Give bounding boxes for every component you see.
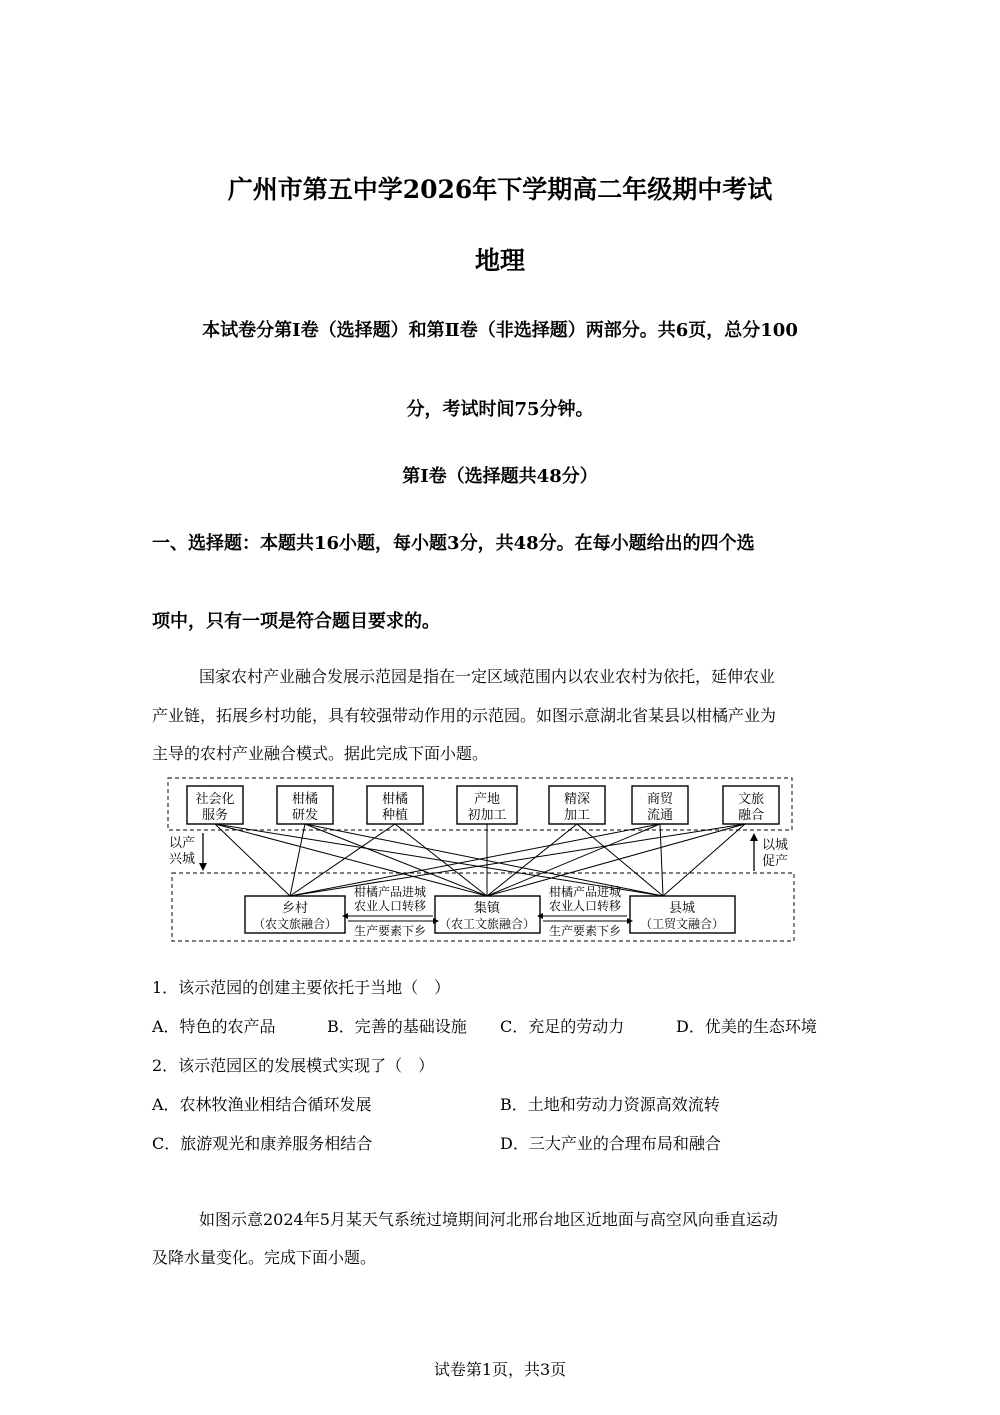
double-arrow-icon-left xyxy=(342,913,439,924)
left-label-line1: 以产 xyxy=(169,836,196,851)
flow-left-top1: 柑橘产品进城 xyxy=(353,885,427,899)
connector-lines xyxy=(215,824,745,896)
material1-line1: 国家农村产业融合发展示范园是指在一定区域范围内以农业农村为依托，延伸农业 xyxy=(199,667,776,686)
bottom-box-county xyxy=(630,896,735,933)
bottom-box-town xyxy=(435,896,540,933)
top-box-4-line1: 产地 xyxy=(473,792,501,807)
top-box-3-line1: 柑橘 xyxy=(381,792,409,807)
top-box-3-line2: 种植 xyxy=(381,808,409,823)
top-box-7 xyxy=(723,786,779,824)
section-heading-line1: 一、选择题：本题共16小题，每小题3分，共48分。在每小题给出的四个选 xyxy=(152,533,755,554)
village-desc: （农文旅融合） xyxy=(252,917,338,931)
material2-line1: 如图示意2024年5月某天气系统过境期间河北邢台地区近地面与高空风向垂直运动 xyxy=(199,1210,778,1229)
q2-stem: 2．该示范园区的发展模式实现了（ ） xyxy=(152,1056,435,1075)
exam-subject: 地理 xyxy=(474,246,525,275)
bottom-box-village xyxy=(245,896,345,933)
top-box-2 xyxy=(277,786,333,824)
volume-heading: 第Ⅰ卷（选择题共48分） xyxy=(402,466,598,487)
exam-intro-line1: 本试卷分第Ⅰ卷（选择题）和第Ⅱ卷（非选择题）两部分。共6页，总分100 xyxy=(202,320,798,341)
industry-fusion-diagram xyxy=(165,775,797,945)
top-box-1-line1: 社会化 xyxy=(195,792,235,807)
top-box-7-line1: 文旅 xyxy=(737,792,765,807)
q1-option-b[interactable]: B．完善的基础设施 xyxy=(327,1017,467,1036)
q1-stem: 1．该示范园的创建主要依托于当地（ ） xyxy=(152,978,451,997)
exam-title: 广州市第五中学2026年下学期高二年级期中考试 xyxy=(227,175,773,204)
q1-option-a[interactable]: A．特色的农产品 xyxy=(152,1017,276,1036)
town-name: 集镇 xyxy=(473,901,501,916)
flow-right-bottom: 生产要素下乡 xyxy=(548,924,622,938)
material2-line2: 及降水量变化。完成下面小题。 xyxy=(152,1248,377,1267)
flow-right-top1: 柑橘产品进城 xyxy=(548,885,622,899)
material1-line2: 产业链，拓展乡村功能，具有较强带动作用的示范园。如图示意湖北省某县以柑橘产业为 xyxy=(152,706,777,725)
q1-option-c[interactable]: C．充足的劳动力 xyxy=(500,1017,625,1036)
flow-right-top2: 农业人口转移 xyxy=(548,899,622,913)
top-box-2-line1: 柑橘 xyxy=(291,792,319,807)
up-arrow-icon xyxy=(750,833,758,871)
top-box-6-line1: 商贸 xyxy=(646,792,674,807)
right-label-line1: 以城 xyxy=(762,838,789,853)
q2-option-d[interactable]: D．三大产业的合理布局和融合 xyxy=(500,1134,721,1153)
q1-option-d[interactable]: D．优美的生态环境 xyxy=(676,1017,817,1036)
q2-option-b[interactable]: B．土地和劳动力资源高效流转 xyxy=(500,1095,720,1114)
page-footer: 试卷第1页，共3页 xyxy=(433,1360,567,1379)
top-box-2-line2: 研发 xyxy=(291,808,319,823)
top-box-1 xyxy=(187,786,243,824)
county-desc: （工贸文融合） xyxy=(639,917,725,931)
top-box-1-line2: 服务 xyxy=(201,808,229,823)
q2-option-c[interactable]: C．旅游观光和康养服务相结合 xyxy=(152,1134,373,1153)
county-name: 县城 xyxy=(668,901,696,916)
flow-left-top2: 农业人口转移 xyxy=(353,899,427,913)
top-box-6-line2: 流通 xyxy=(646,808,674,823)
top-box-7-line2: 融合 xyxy=(737,808,765,823)
town-desc: （农工文旅融合） xyxy=(438,917,536,931)
left-label-line2: 兴城 xyxy=(169,852,196,867)
top-box-6 xyxy=(632,786,688,824)
top-box-5-line1: 精深 xyxy=(563,792,591,807)
flow-left-bottom: 生产要素下乡 xyxy=(353,924,427,938)
top-box-4 xyxy=(457,786,517,824)
top-box-5-line2: 加工 xyxy=(563,808,591,823)
section-heading-line2: 项中，只有一项是符合题目要求的。 xyxy=(152,611,440,632)
q2-option-a[interactable]: A．农林牧渔业相结合循环发展 xyxy=(152,1095,372,1114)
material1-line3: 主导的农村产业融合模式。据此完成下面小题。 xyxy=(152,744,489,763)
top-box-5 xyxy=(549,786,605,824)
top-box-4-line2: 初加工 xyxy=(467,808,507,823)
exam-intro-line2: 分，考试时间75分钟。 xyxy=(406,399,594,420)
double-arrow-icon-right xyxy=(537,913,633,924)
down-arrow-icon xyxy=(199,833,207,871)
village-name: 乡村 xyxy=(281,901,309,916)
top-box-3 xyxy=(367,786,423,824)
right-label-line2: 促产 xyxy=(762,854,789,869)
